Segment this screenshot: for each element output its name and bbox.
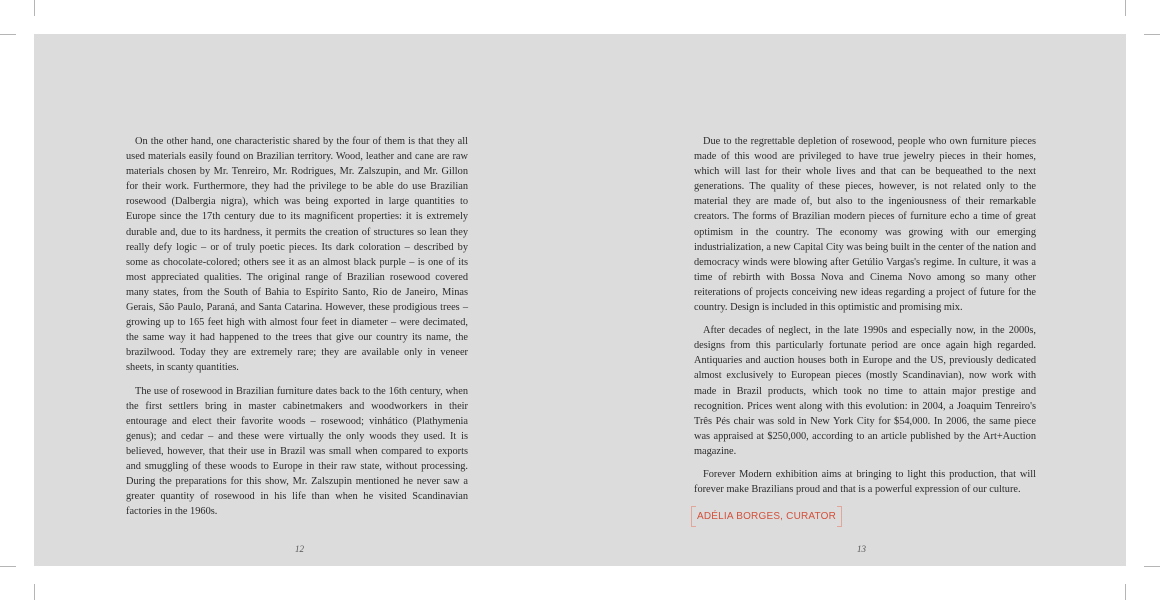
crop-mark xyxy=(1125,584,1126,600)
crop-mark xyxy=(0,34,16,35)
paragraph: After decades of neglect, in the late 1990s and especially now, in the 2000s, designs from this particularly fortunate period are once again high regarded. Antiquaries and auction houses both in Europe and the US, previously dedicated almost exclusively to European pieces (mostly Scandinavian), now work with made in Brazil products, which took no time to attain major prestige and recognition. Prices went along with this evolution: in 2004, a Joaquim Tenreiro's Três Pés chair was sold in New York City for $54,000. In 2006, the same piece was appraised at $250,000, according to an article published by the Art+Auction magazine. xyxy=(694,325,1036,457)
crop-mark xyxy=(1125,0,1126,16)
book-spread xyxy=(34,34,1126,566)
author-signature: ADÉLIA BORGES, CURATOR xyxy=(691,506,842,527)
crop-mark xyxy=(34,0,35,16)
paragraph: The use of rosewood in Brazilian furniture dates back to the 16th century, when the first settlers bring in master cabinetmakers and woodworkers in their entourage and elect their favorite woods – rosewood; vinhático (Plathymenia genus); and cedar – and these were virtually the only woods they used. It is believed, however, that their use in Brazil was small when compared to exports and smuggling of these woods to Europe in their raw state, without processing. During the preparations for this show, Mr. Zalszupin mentioned he never saw a greater quantity of rosewood in his life than when he visited Scandinavian factories in the 1960s. xyxy=(126,385,468,518)
crop-mark xyxy=(0,566,16,567)
right-page-text xyxy=(694,134,1036,527)
paragraph: Forever Modern exhibition aims at bringing to light this production, that will forever make Brazilians proud and that is a powerful expression of our culture. xyxy=(694,468,1036,496)
paragraph: On the other hand, one characteristic shared by the four of them is that they all used materials easily found on Brazilian territory. Wood, leather and cane are raw materials chosen by Mr. Tenreiro, Mr. Rodrigues, Mr. Zalszupin, and Mr. Gillon for their work. Furthermore, they had the privilege to be able do use Brazilian rosewood (Dalbergia nigra), which was being exported in large quantities to Europe since the 17th century due to its magnificent properties: it is extremely durable and, due to its hardness, it permits the creation of structures so lean they really defy logic – or of truly poetic pieces. Its dark coloration – described by some as chocolate-colored; others see it as an almost black purple – is one of its most appreciated qualities. The original range of Brazilian rosewood covered many states, from the South of Bahia to Espírito Santo, Rio de Janeiro, Minas Gerais, São Paulo, Paraná, and Santa Catarina. However, these prodigious trees – growing up to 165 feet high with almost four feet in diameter – were decimated, the same way it had happened to the trees that give our country its name, the brazilwood. Today they are extremely rare; they are available only in veneer sheets, in scanty quantities. xyxy=(126,136,468,374)
crop-mark xyxy=(34,584,35,600)
paragraph: Due to the regrettable depletion of rosewood, people who own furniture pieces made of this wood are privileged to have true jewelry pieces in their homes, which will last for their whole lives and that can be bequeathed to the next generations. The quality of these pieces, however, is not related only to the material they are made of, but also to the ingeniousness of their remarkable creators. The forms of Brazilian modern pieces of furniture echo a time of great optimism in the country. The economy was growing with our emerging industrialization, a new Capital City was being built in the center of the nation and democracy winds were blowing after Getúlio Vargas's regime. In culture, it was a time of rebirth with Bossa Nova and Cinema Novo among so many other reiterations of projects conceiving new ideas regarding a project of future for the country. Design is included in this optimistic and promising mix. xyxy=(694,136,1036,314)
page-number-left: 12 xyxy=(295,544,304,554)
crop-mark xyxy=(1144,566,1160,567)
left-page-text xyxy=(126,134,468,528)
page-number-right: 13 xyxy=(857,544,866,554)
crop-mark xyxy=(1144,34,1160,35)
